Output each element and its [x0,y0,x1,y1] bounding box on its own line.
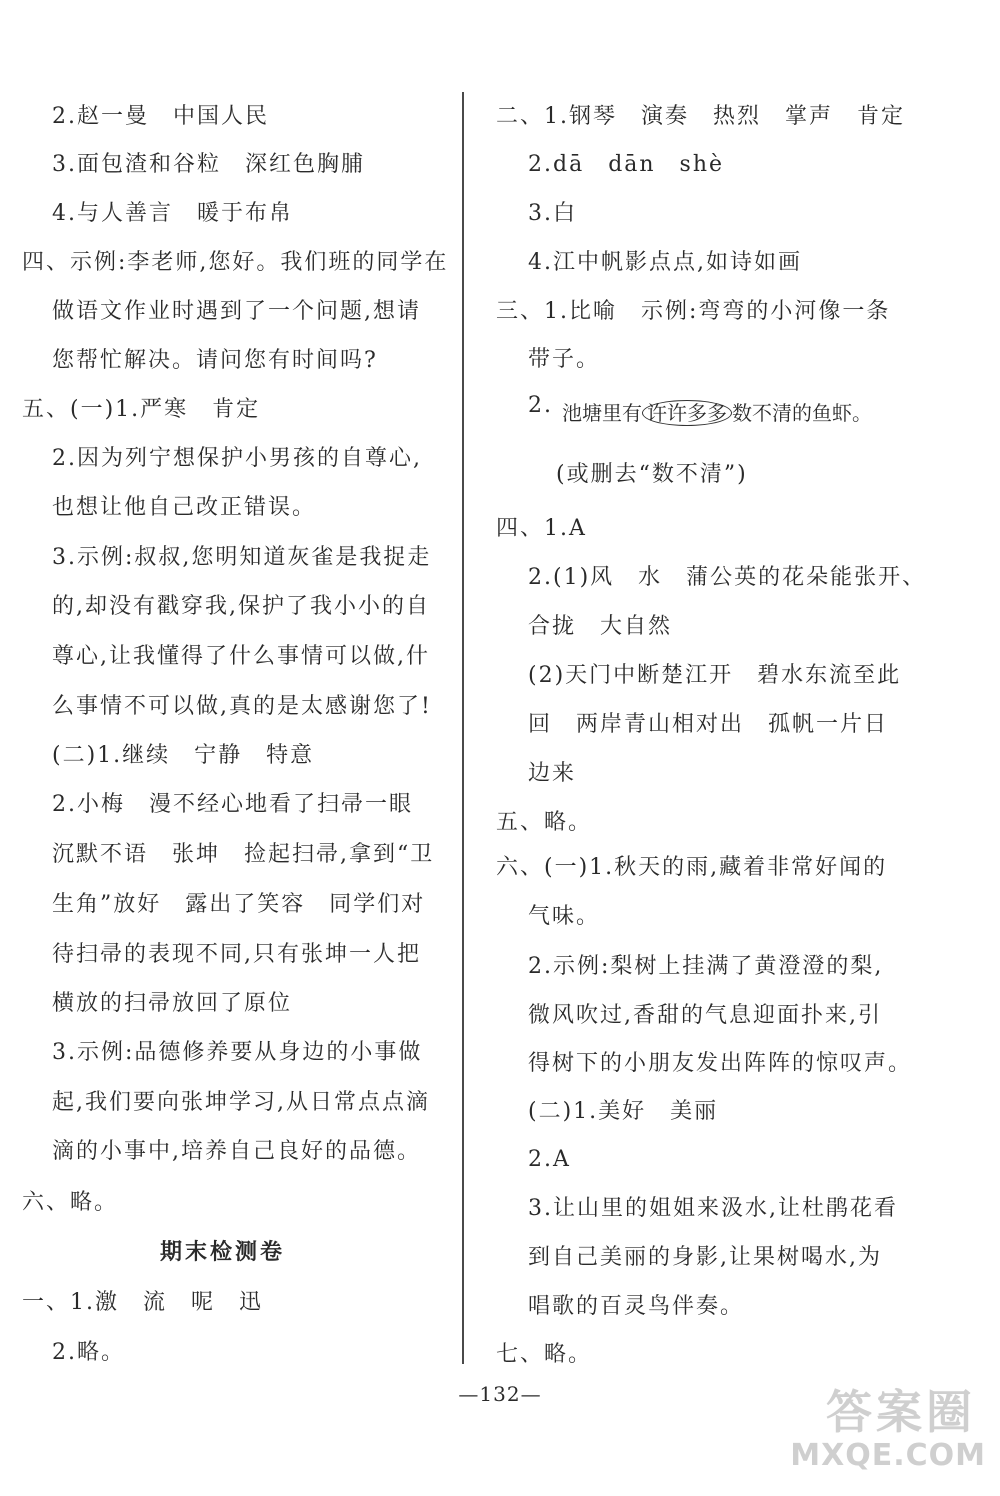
text-line: 五、(一)1.严寒 肯定 [22,397,261,422]
section-heading: 期末检测卷 [160,1239,286,1265]
text-line: (2)天门中断楚江开 碧水东流至此 [528,663,902,688]
text-line: 生角”放好 露出了笑容 同学们对 [52,892,426,917]
text-line: 2.(1)风 水 蒲公英的花朵能张开、 [528,565,927,590]
text-line: 做语文作业时遇到了一个问题,想请 [52,299,421,324]
text-line: 3.面包渣和谷粒 深红色胸脯 [52,152,365,177]
text-line: 3.示例:叔叔,您明知道灰雀是我捉走 [52,545,432,570]
text-line: 2.因为列宁想保护小男孩的自尊心, [52,446,422,471]
correction-sentence [528,393,872,429]
text-line: 四、示例:李老师,您好。我们班的同学在 [22,250,449,275]
text-line: 回 两岸青山相对出 孤帆一片日 [528,712,889,737]
text-line: 2.略。 [52,1340,125,1365]
text-line: 四、1.A [496,516,587,541]
text-line: 七、略。 [496,1342,593,1367]
text-line: 2.A [528,1147,571,1172]
sentence-after: 数不清的鱼虾。 [732,401,872,425]
text-line: 2.示例:梨树上挂满了黄澄澄的梨, [528,954,884,979]
text-line: 气味。 [528,904,601,929]
text-line: 的,却没有戳穿我,保护了我小小的自 [52,594,430,619]
text-line: 滴的小事中,培养自己良好的品德。 [52,1139,421,1164]
text-line: 得树下的小朋友发出阵阵的惊叹声。 [528,1051,913,1076]
text-line: 微风吹过,香甜的气息迎面扑来,引 [528,1003,882,1028]
text-line: 2.小梅 漫不经心地看了扫帚一眼 [52,792,413,817]
column-divider [462,92,464,1364]
text-line: (二)1.美好 美丽 [528,1099,719,1124]
sentence-before: 池塘里有 [562,401,642,425]
text-line: 六、略。 [22,1190,119,1215]
text-line: 带子。 [528,347,601,372]
watermark-logo-text: 答案圈 [826,1385,976,1439]
text-line: 横放的扫帚放回了原位 [52,991,293,1016]
text-line: 4.江中帆影点点,如诗如画 [528,250,802,275]
text-line: 边来 [528,761,577,786]
text-line: 尊心,让我懂得了什么事情可以做,什 [52,644,430,669]
text-line: 待扫帚的表现不同,只有张坤一人把 [52,942,421,967]
text-line: 二、1.钢琴 演奏 热烈 掌声 肯定 [496,104,905,129]
text-line: 么事情不可以做,真的是太感谢您了! [52,694,432,719]
text-line: 也想让他自己改正错误。 [52,495,317,520]
text-line: (或删去“数不清”) [556,462,748,487]
text-line: 4.与人善言 暖于布帛 [52,201,293,226]
text-line: 3.让山里的姐姐来汲水,让杜鹃花看 [528,1196,898,1221]
text-line: (二)1.继续 宁静 特意 [52,743,315,768]
text-line: 2.赵一曼 中国人民 [52,104,269,129]
text-line: 三、1.比喻 示例:弯弯的小河像一条 [496,299,891,324]
page-number: —132— [458,1382,542,1406]
text-line: 六、(一)1.秋天的雨,藏着非常好闻的 [496,855,888,880]
text-line: 合拢 大自然 [528,614,673,639]
text-line: 一、1.激 流 呢 迅 [22,1290,263,1315]
text-line: 您帮忙解决。请问您有时间吗? [52,348,378,373]
watermark [786,1376,986,1486]
text-line: 3.示例:品德修养要从身边的小事做 [52,1040,423,1065]
text-line: 起,我们要向张坤学习,从日常点点滴 [52,1090,430,1115]
text-line: 沉默不语 张坤 捡起扫帚,拿到“卫 [52,842,435,867]
text-line: 五、略。 [496,810,593,835]
text-line: 唱歌的百灵鸟伴奏。 [528,1294,745,1319]
text-line: 2.dā dān shè [528,152,725,177]
item-number: 2. [528,393,553,418]
text-line: 到自己美丽的身影,让果树喝水,为 [528,1245,882,1270]
watermark-url: MXQE.COM [790,1438,986,1473]
circled-deletion-mark: 许许多多 [642,400,732,426]
text-line: 3.白 [528,201,577,226]
